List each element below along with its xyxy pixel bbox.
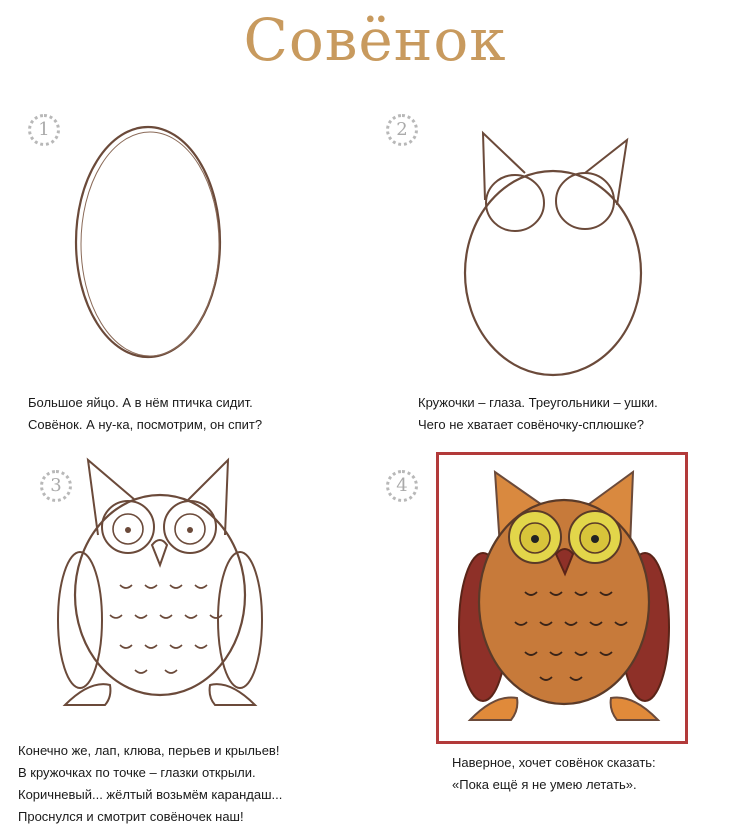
step-3-line-4: Проснулся и смотрит совёночек наш! (18, 809, 244, 824)
step-2-line-2: Чего не хватает совёночку-сплюшке? (418, 417, 644, 432)
step-3-line-2: В кружочках по точке – глазки открыли. (18, 765, 256, 780)
step-4-caption (452, 752, 656, 796)
step-4-colored-owl-drawing (455, 462, 673, 732)
step-1-badge: 1 (28, 114, 60, 146)
step-3-line-3: Коричневый... жёлтый возьмём карандаш... (18, 787, 283, 802)
step-2-caption (418, 392, 658, 436)
step-4-line-2: «Пока ещё я не умею летать». (452, 777, 637, 792)
step-4-line-1: Наверное, хочет совёнок сказать: (452, 755, 656, 770)
step-2-badge: 2 (386, 114, 418, 146)
step-3-owl-drawing (50, 455, 270, 720)
step-2-owl-drawing (455, 125, 655, 380)
step-1-egg-drawing (60, 120, 240, 380)
step-1-caption (28, 392, 262, 436)
step-4-badge: 4 (386, 470, 418, 502)
step-3-line-1: Конечно же, лап, клюва, перьев и крыльев! (18, 743, 280, 758)
step-3-badge: 3 (40, 470, 72, 502)
page-title: Совёнок (243, 6, 507, 74)
step-3-caption (18, 740, 282, 828)
step-1-line-1: Большое яйцо. А в нём птичка сидит. (28, 395, 253, 410)
step-1-line-2: Совёнок. А ну-ка, посмотрим, он спит? (28, 417, 263, 432)
step-2-line-1: Кружочки – глаза. Треугольники – ушки. (418, 395, 658, 410)
